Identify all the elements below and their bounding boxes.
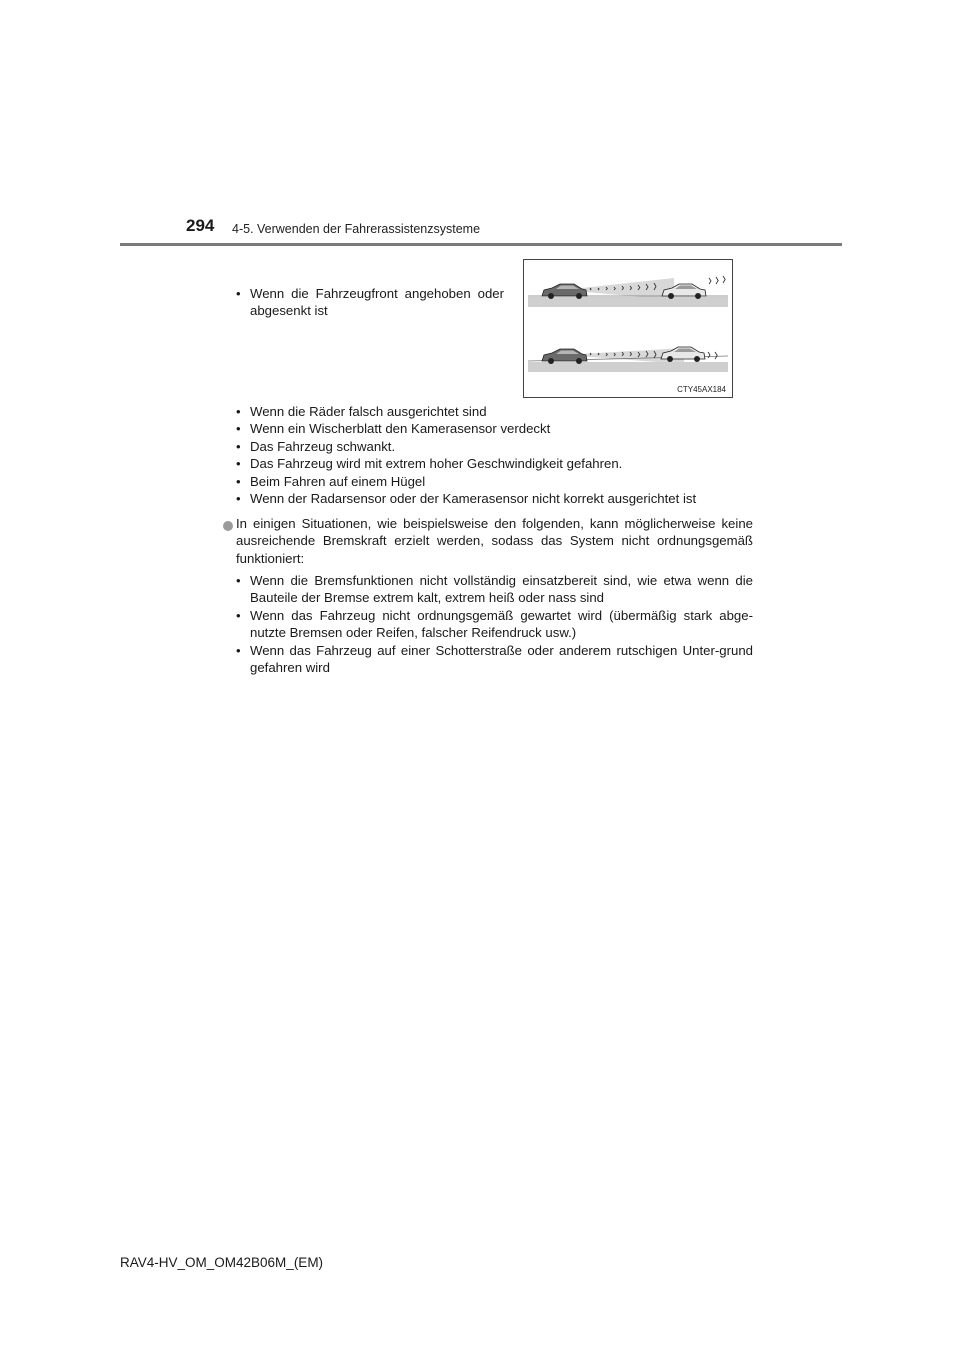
circle-bullet-icon [223, 521, 233, 531]
list-item [236, 607, 753, 642]
own-car-upper [542, 284, 587, 299]
list-item [236, 455, 756, 472]
list-item-text: • Das Fahrzeug schwankt. [250, 438, 396, 454]
list-item-text: • Wenn ein Wischerblatt den Kamerasensor verdeckt [250, 421, 551, 437]
list-item [236, 473, 756, 490]
list-item [236, 490, 756, 507]
list-item-text: • Wenn die Räder falsch ausgerichtet sind [250, 404, 487, 419]
list-item-text: • Wenn der Radarsensor oder der Kamerasensor nicht korrekt ausgerichtet ist [250, 491, 697, 507]
list-item [236, 438, 756, 455]
list-item [236, 420, 756, 437]
list-item-text: • Beim Fahren auf einem Hügel [250, 473, 426, 489]
list-item-text: • Das Fahrzeug wird mit extrem hoher Geschwindigkeit gefahren. [250, 456, 623, 472]
list-item [236, 403, 756, 420]
section-title: 4-5. Verwenden der Fahrerassistenzsysteme [232, 222, 481, 236]
vehicle-radar-diagram [524, 260, 732, 397]
document-footer-code: RAV4-HV_OM_OM42B06M_(EM) [120, 1255, 324, 1270]
figure-code: CTY45AX184 [677, 385, 726, 394]
header-divider [120, 243, 842, 246]
list-item [236, 642, 753, 677]
illustration-vehicle-radar [523, 259, 733, 398]
own-car-lower [542, 349, 587, 364]
page-number: 294 [186, 216, 215, 235]
road-lower [528, 362, 728, 372]
conditions-list-b [236, 572, 753, 676]
list-item-text: • Wenn die Bremsfunktionen nicht vollständig einsatzbereit sind, wie etwa wenn die Bauteile der Bremse extrem kalt, extrem heiß oder nass sind [250, 573, 753, 606]
bullet-item-front-raised [236, 285, 504, 320]
list-item-text: • Wenn das Fahrzeug nicht ordnungsgemäß gewartet wird (übermäßig stark abge-nutzte Bremsen oder Reifen, falscher Reifendruck usw.) [250, 607, 753, 641]
list-item-text: • Wenn das Fahrzeug auf einer Schotterstraße oder anderem rutschigen Unter-grund gefahren wird [250, 642, 753, 676]
list-item [236, 572, 753, 607]
bullet-text: • Wenn die Fahrzeugfront angehoben oder abgesenkt ist [250, 286, 504, 319]
braking-force-paragraph: In einigen Situationen, wie beispielsweise den folgenden, kann möglicherweise keine ausreichende Bremskraft erzielt werden, sodass das System nicht ordnungsgemäß funktioniert: [236, 516, 753, 566]
conditions-list-a [236, 403, 756, 507]
